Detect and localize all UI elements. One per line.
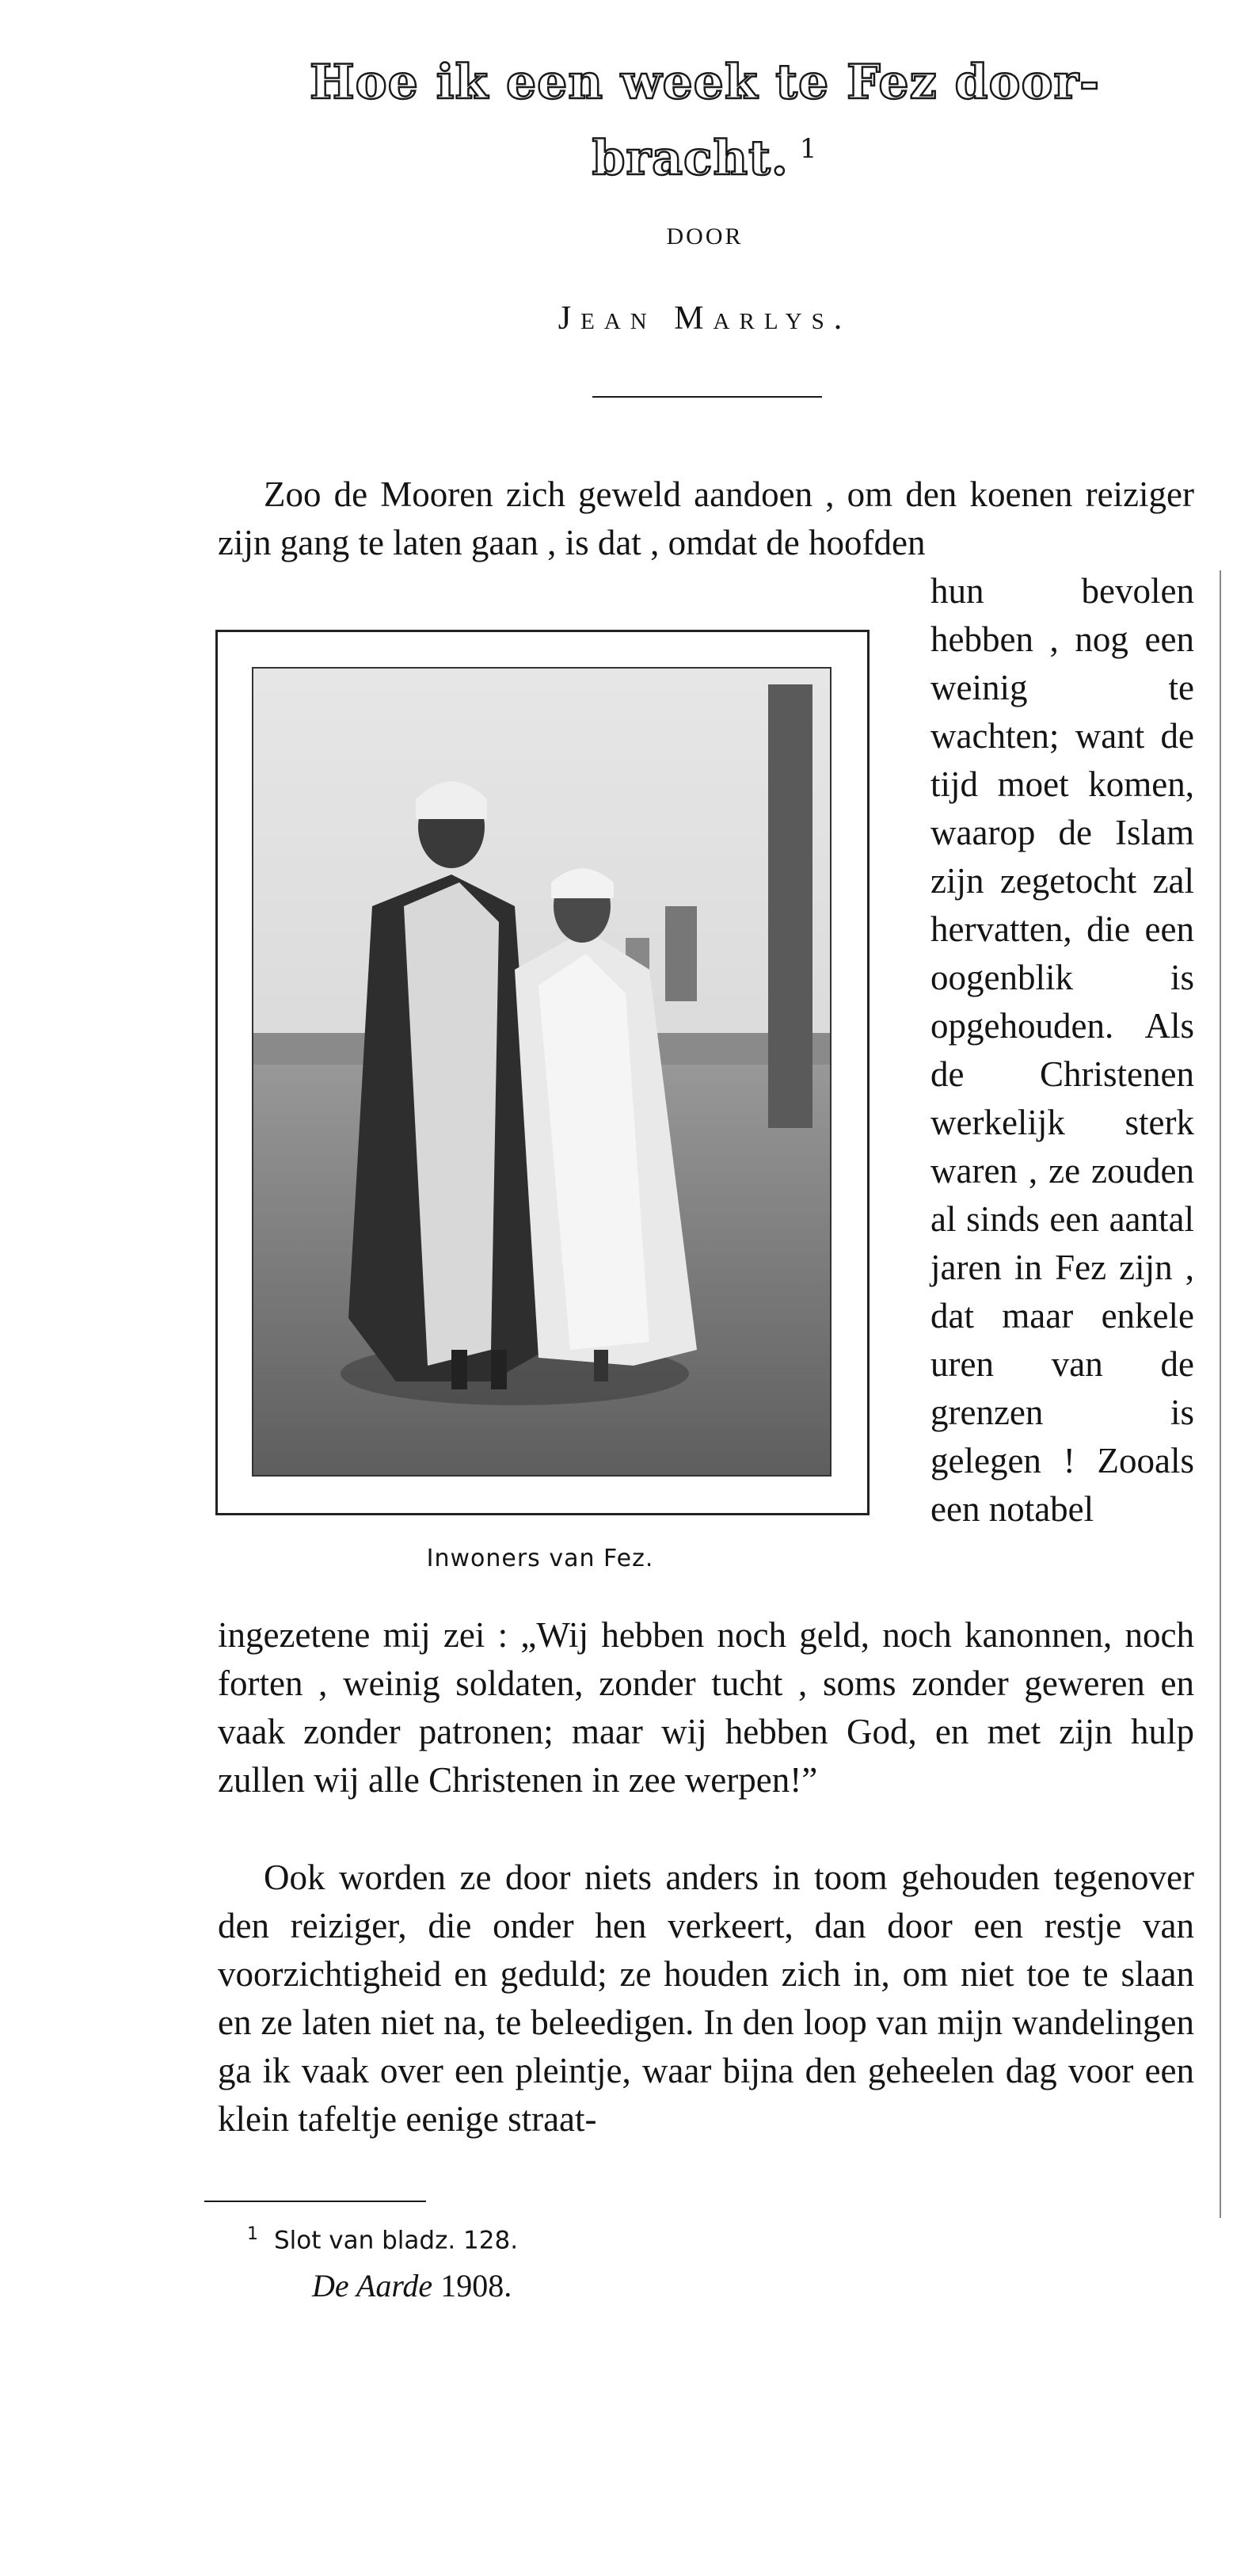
- footnote-divider: [204, 2201, 426, 2202]
- author-name: Jean Marlys.: [558, 300, 852, 337]
- paragraph-1-rest-text: ingezetene mij zei : „Wij hebben noch geld, noch kanonnen, noch forten , weinig soldaten, zonder tucht , soms zonder geweren en vaak zonder patronen; maar wij hebben God, en met zijn hulp zullen wij alle Christenen in zee werpen!”: [218, 1615, 1194, 1800]
- page-signature: [312, 2267, 512, 2304]
- photo-inwoners-van-fez: [252, 667, 832, 1477]
- paragraph-1-narrow-text: hun bevolen hebben , nog een weinig te wachten; want de tijd moet komen, waarop de Islam zijn zegetocht zal hervatten, die een oogenblik is opgehouden. Als de Christenen werkelijk sterk waren , ze zouden al sinds een aantal jaren in Fez zijn , dat maar enkele uren van de grenzen is gelegen ! Zooals een notabel: [930, 571, 1194, 1529]
- paragraph-1-narrow-column: [930, 567, 1194, 1534]
- paragraph-2-text: Ook worden ze door niets anders in toom gehouden tegenover den reiziger, die onder hen verkeert, dan door een restje van voorzichtigheid en geduld; ze houden zich in, om niet toe te slaan en ze laten niet na, te beleedigen. In den loop van mijn wandelingen ga ik vaak over een pleintje, waar bijna den geheelen dag voor een klein tafeltje eenige straat-: [218, 1858, 1194, 2139]
- byline: DOOR: [666, 223, 744, 250]
- footnote: [247, 2224, 518, 2254]
- scan-edge-line: [1220, 570, 1221, 2218]
- title-footnote-mark: 1: [799, 133, 818, 165]
- title-line-2: bracht.: [592, 131, 789, 186]
- paragraph-2: [218, 1854, 1194, 2143]
- footnote-mark: 1: [247, 2224, 258, 2244]
- journal-year: 1908.: [440, 2268, 512, 2304]
- journal-name: De Aarde: [312, 2268, 433, 2304]
- title-divider: [592, 396, 822, 398]
- paragraph-1-lead-text: Zoo de Mooren zich geweld aandoen , om den koenen reiziger zijn gang te laten gaan , is dat , omdat de hoofden: [218, 474, 1194, 562]
- article-title: [238, 49, 1172, 192]
- title-line-1: Hoe ik een week te Fez door-: [309, 55, 1101, 110]
- photo-caption: Inwoners van Fez.: [426, 1545, 654, 1572]
- footnote-text: Slot van bladz. 128.: [274, 2226, 519, 2255]
- paragraph-1-lead: [218, 471, 1194, 567]
- paragraph-1-rest: [218, 1611, 1194, 1804]
- photo-image: [253, 669, 830, 1475]
